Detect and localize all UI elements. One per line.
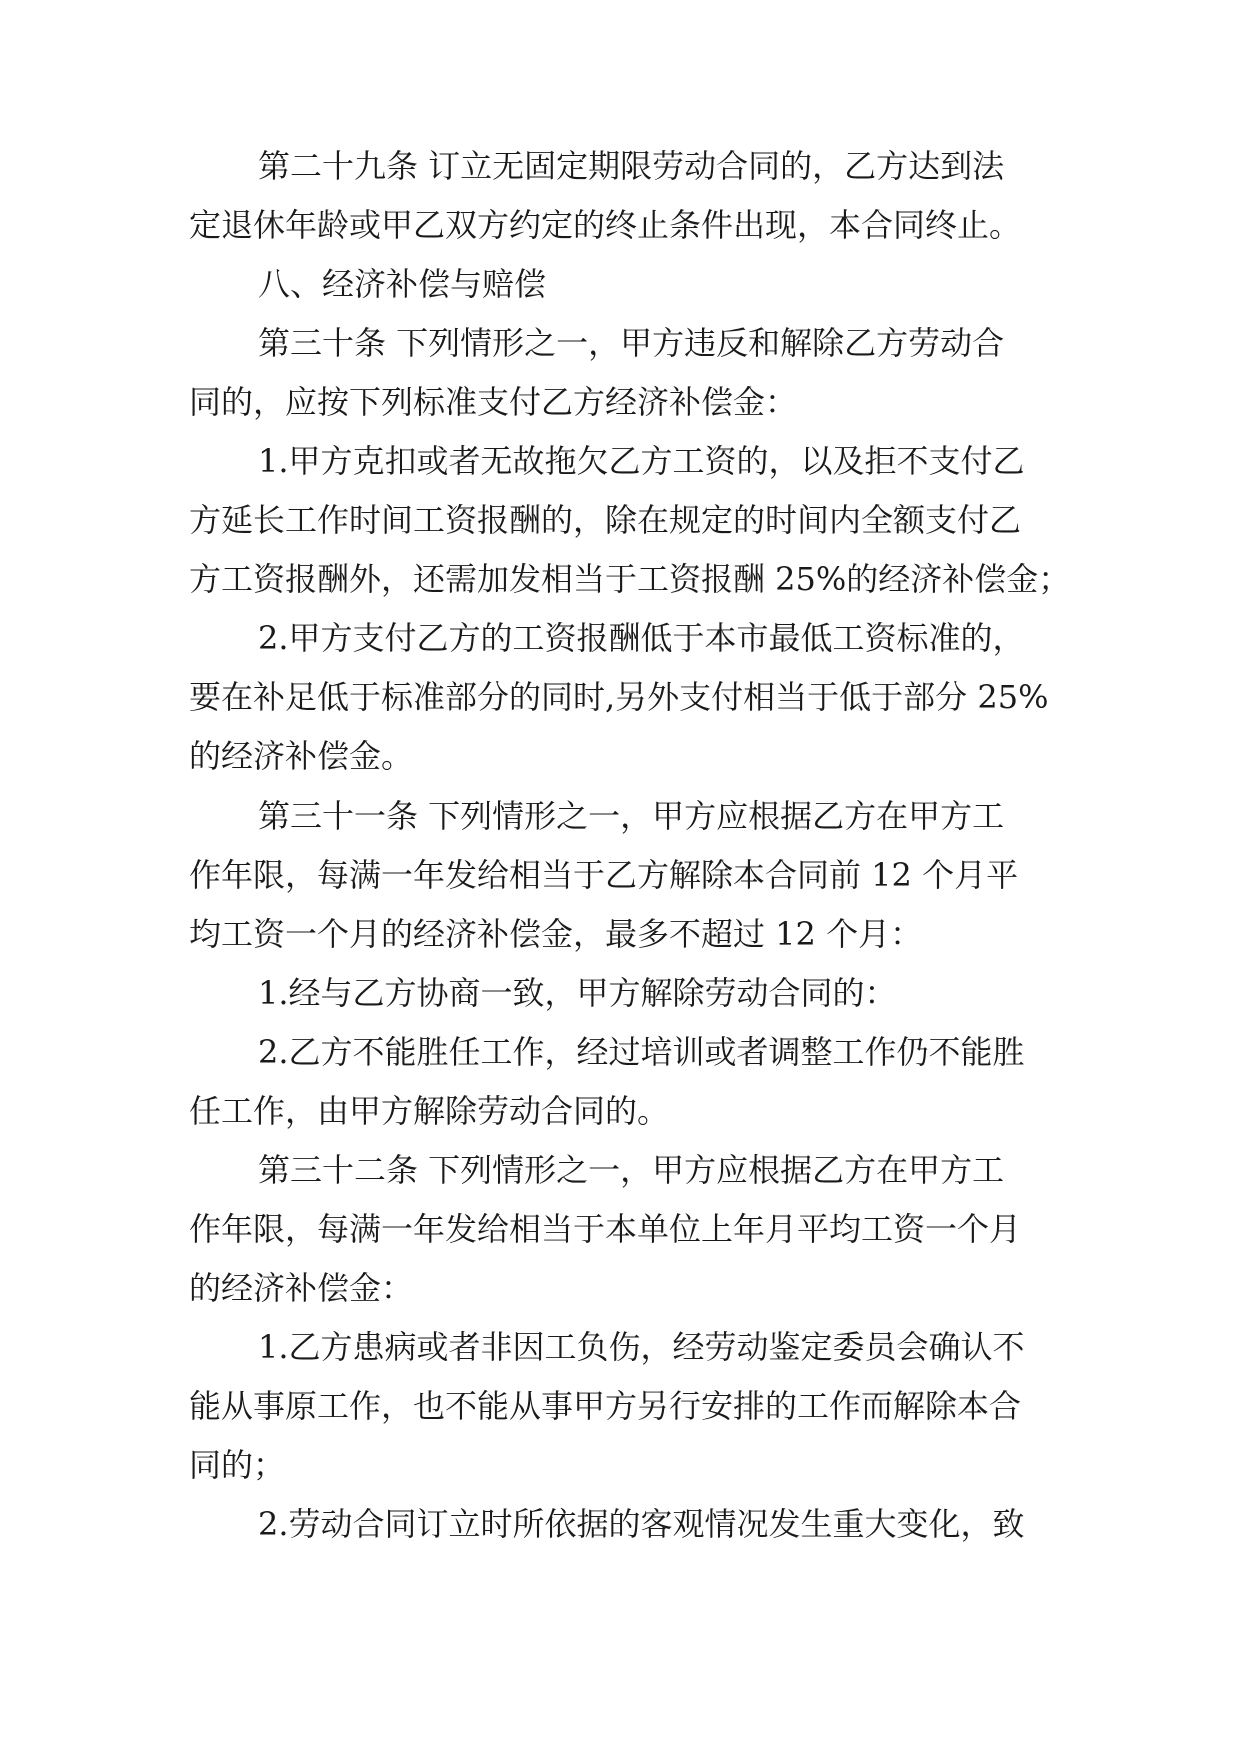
article-30-item-2-line-1: 2.甲方支付乙方的工资报酬低于本市最低工资标准的， [258,619,1025,657]
article-30-line-2: 同的，应按下列标准支付乙方经济补偿金： [189,383,798,421]
article-30-item-2-line-3: 的经济补偿金。 [189,737,414,775]
article-32-line-1: 第三十二条 下列情形之一，甲方应根据乙方在甲方工 [258,1151,1005,1189]
article-30-item-1-line-1: 1.甲方克扣或者无故拖欠乙方工资的，以及拒不支付乙 [258,442,1025,480]
article-31-item-1: 1.经与乙方协商一致，甲方解除劳动合同的： [258,974,897,1012]
article-30-item-2-line-2: 要在补足低于标准部分的同时,另外支付相当于低于部分 25% [189,678,1049,716]
article-29-line-2: 定退休年龄或甲乙双方约定的终止条件出现，本合同终止。 [189,206,1022,244]
section-heading-compensation: 八、经济补偿与赔偿 [258,265,547,303]
article-32-item-1-line-3: 同的； [189,1446,286,1484]
article-32-line-3: 的经济补偿金： [189,1269,414,1307]
article-31-item-2-line-1: 2.乙方不能胜任工作，经过培训或者调整工作仍不能胜 [258,1033,1025,1071]
article-32-item-1-line-2: 能从事原工作，也不能从事甲方另行安排的工作而解除本合 [189,1387,1022,1425]
article-30-line-1: 第三十条 下列情形之一，甲方违反和解除乙方劳动合 [258,324,1005,362]
article-32-item-1-line-1: 1.乙方患病或者非因工负伤，经劳动鉴定委员会确认不 [258,1328,1025,1366]
article-32-item-2-line-1: 2.劳动合同订立时所依据的客观情况发生重大变化，致 [258,1505,1025,1543]
article-31-item-2-line-2: 任工作，由甲方解除劳动合同的。 [189,1092,670,1130]
article-32-line-2: 作年限，每满一年发给相当于本单位上年月平均工资一个月 [189,1210,1022,1248]
article-29-line-1: 第二十九条 订立无固定期限劳动合同的，乙方达到法 [258,147,1005,185]
article-30-item-1-line-2: 方延长工作时间工资报酬的，除在规定的时间内全额支付乙 [189,501,1022,539]
article-31-line-2: 作年限，每满一年发给相当于乙方解除本合同前 12 个月平 [189,856,1019,894]
article-31-line-3: 均工资一个月的经济补偿金，最多不超过 12 个月： [189,915,923,953]
article-31-line-1: 第三十一条 下列情形之一，甲方应根据乙方在甲方工 [258,797,1005,835]
article-30-item-1-line-3: 方工资报酬外，还需加发相当于工资报酬 25%的经济补偿金； [189,560,1071,598]
